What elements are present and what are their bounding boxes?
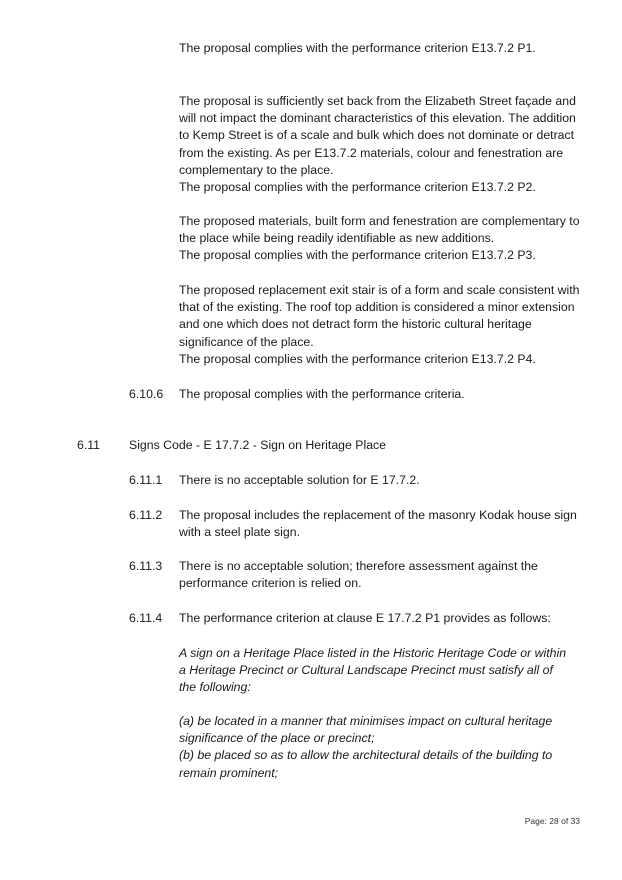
item-text-6-11-1: There is no acceptable solution for E 17.7.2.: [179, 473, 420, 487]
quote-line: A sign on a Heritage Place listed in the Historic Heritage Code or within: [179, 646, 567, 660]
p4-line: significance of the place.: [179, 334, 314, 349]
quoted-criterion-items: [179, 713, 589, 782]
section-number-6-11: 6.11: [77, 438, 101, 452]
item-text-6-10-6: The proposal complies with the performance criteria.: [179, 387, 465, 401]
quote-line: the following:: [179, 680, 251, 695]
quoted-criterion-intro: [179, 645, 589, 697]
paragraph-p4: [179, 282, 589, 368]
quote-line: remain prominent;: [179, 765, 279, 780]
p2-line: The proposal is sufficiently set back from the Elizabeth Street façade and: [179, 94, 576, 108]
quote-line: (b) be placed so as to allow the architectural details of the building to: [179, 748, 553, 763]
item-number-6-11-3: 6.11.3: [129, 559, 163, 573]
comply-p3: The proposal complies with the performance criterion E13.7.2 P3.: [179, 248, 536, 263]
quote-line: (a) be located in a manner that minimises impact on cultural heritage: [179, 714, 553, 728]
p2-line: from the existing. As per E13.7.2 materials, colour and fenestration are: [179, 145, 564, 160]
paragraph-p2: [179, 93, 589, 196]
p2-line: complementary to the place.: [179, 162, 334, 177]
p3-line: the place while being readily identifiable as new additions.: [179, 231, 495, 246]
page-number: Page: 28 of 33: [524, 816, 580, 826]
quote-line: a Heritage Precinct or Cultural Landscape Precinct must satisfy all of: [179, 663, 553, 678]
item-text-6-11-2: [179, 507, 589, 541]
comply-p2: The proposal complies with the performance criterion E13.7.2 P2.: [179, 180, 536, 195]
item-text-6-11-3: [179, 558, 589, 592]
item-text-6-11-4: The performance criterion at clause E 17.7.2 P1 provides as follows:: [179, 611, 551, 625]
p2-line: to Kemp Street is of a scale and bulk which does not dominate or detract: [179, 128, 575, 143]
p4-line: The proposed replacement exit stair is of a form and scale consistent with: [179, 283, 580, 297]
item-line: The proposal includes the replacement of the masonry Kodak house sign: [179, 508, 577, 522]
p3-line: The proposed materials, built form and fenestration are complementary to: [179, 214, 580, 228]
p4-line: and one which does not detract form the historic cultural heritage: [179, 317, 532, 332]
comply-p1: The proposal complies with the performance criterion E13.7.2 P1.: [179, 41, 536, 55]
item-number-6-10-6: 6.10.6: [129, 387, 164, 401]
item-number-6-11-4: 6.11.4: [129, 611, 163, 625]
p4-line: that of the existing. The roof top addition is considered a minor extension: [179, 300, 575, 315]
p2-line: will not impact the dominant characteristics of this elevation. The addition: [179, 111, 576, 126]
item-number-6-11-2: 6.11.2: [129, 508, 163, 522]
section-title-6-11: Signs Code - E 17.7.2 - Sign on Heritage Place: [129, 438, 387, 452]
item-line: There is no acceptable solution; therefore assessment against the: [179, 559, 538, 573]
quote-line: significance of the place or precinct;: [179, 731, 375, 746]
paragraph-p3: [179, 213, 589, 265]
item-number-6-11-1: 6.11.1: [129, 473, 163, 487]
item-line: with a steel plate sign.: [179, 525, 300, 540]
comply-p4: The proposal complies with the performance criterion E13.7.2 P4.: [179, 351, 536, 366]
item-line: performance criterion is relied on.: [179, 576, 362, 591]
